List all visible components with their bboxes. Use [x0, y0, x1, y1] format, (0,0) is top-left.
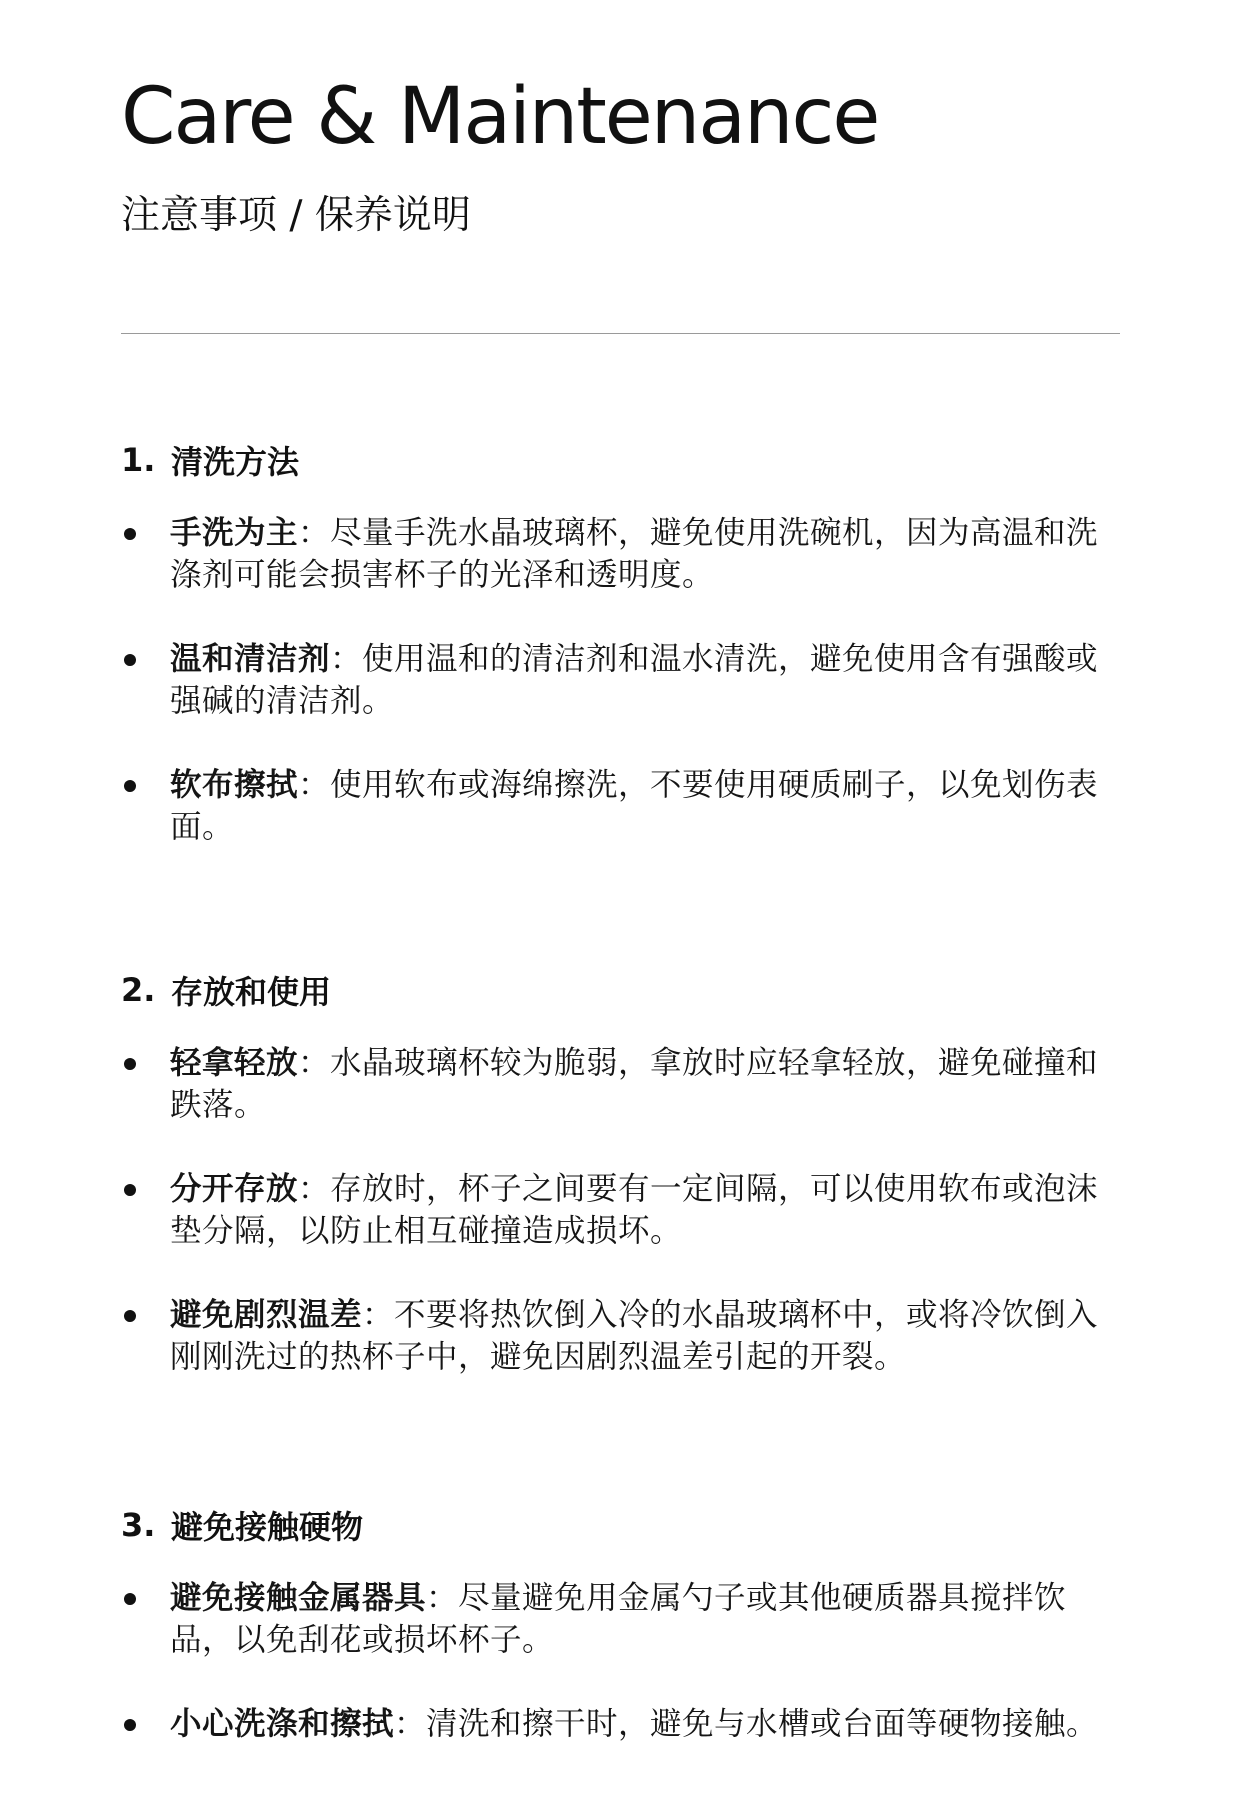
- page-title: Care & Maintenance: [121, 72, 879, 162]
- item-title: 温和清洁剂: [170, 641, 331, 677]
- section-title: 存放和使用: [171, 973, 332, 1011]
- item-title: 避免剧烈温差: [170, 1297, 363, 1333]
- section-heading: [121, 970, 331, 1010]
- item-body: 使用软布或海绵擦洗，不要使用硬质刷子，以免划伤表面。: [170, 767, 1099, 845]
- item-text: [170, 638, 1110, 722]
- bullet-icon: [124, 780, 136, 792]
- page-subtitle: 注意事项 / 保养说明: [121, 193, 471, 238]
- item-text: [170, 1168, 1110, 1252]
- bullet-icon: [124, 1593, 136, 1605]
- item-separator: ：: [394, 1706, 427, 1742]
- item-separator: ：: [298, 515, 331, 551]
- item-title: 小心洗涤和擦拭: [170, 1706, 395, 1742]
- item-title: 避免接触金属器具: [170, 1580, 427, 1616]
- item-title: 轻拿轻放: [170, 1045, 299, 1081]
- item-title: 软布擦拭: [170, 767, 299, 803]
- item-separator: ：: [362, 1297, 395, 1333]
- section-heading: [121, 1505, 363, 1545]
- item-separator: ：: [298, 1171, 331, 1207]
- bullet-icon: [124, 528, 136, 540]
- item-body: 不要将热饮倒入冷的水晶玻璃杯中，或将冷饮倒入刚刚洗过的热杯子中，避免因剧烈温差引起的开裂。: [170, 1297, 1099, 1375]
- item-separator: ：: [426, 1580, 459, 1616]
- bullet-icon: [124, 1058, 136, 1070]
- section-number: 2.: [121, 971, 156, 1009]
- item-separator: ：: [298, 1045, 331, 1081]
- section-number: 3.: [121, 1506, 156, 1544]
- bullet-icon: [124, 1184, 136, 1196]
- item-body: 使用温和的清洁剂和温水清洗，避免使用含有强酸或强碱的清洁剂。: [170, 641, 1099, 719]
- item-text: [170, 764, 1110, 848]
- bullet-icon: [124, 1719, 136, 1731]
- item-text: [170, 1042, 1110, 1126]
- item-text: [170, 1577, 1110, 1661]
- item-body: 尽量手洗水晶玻璃杯，避免使用洗碗机，因为高温和洗涤剂可能会损害杯子的光泽和透明度。: [170, 515, 1099, 593]
- item-body: 尽量避免用金属勺子或其他硬质器具搅拌饮品，以免刮花或损坏杯子。: [170, 1580, 1067, 1658]
- section-title: 清洗方法: [171, 443, 300, 481]
- item-separator: ：: [330, 641, 363, 677]
- bullet-icon: [124, 1310, 136, 1322]
- bullet-icon: [124, 654, 136, 666]
- section-heading: [121, 440, 299, 480]
- item-separator: ：: [298, 767, 331, 803]
- item-body: 清洗和擦干时，避免与水槽或台面等硬物接触。: [426, 1706, 1099, 1742]
- item-body: 水晶玻璃杯较为脆弱，拿放时应轻拿轻放，避免碰撞和跌落。: [170, 1045, 1099, 1123]
- item-body: 存放时，杯子之间要有一定间隔，可以使用软布或泡沫垫分隔，以防止相互碰撞造成损坏。: [170, 1171, 1099, 1249]
- item-title: 手洗为主: [170, 515, 299, 551]
- section-title: 避免接触硬物: [171, 1508, 364, 1546]
- item-text: [170, 512, 1110, 596]
- item-text: [170, 1703, 1110, 1745]
- item-title: 分开存放: [170, 1171, 299, 1207]
- divider: [121, 333, 1120, 334]
- section-number: 1.: [121, 441, 156, 479]
- item-text: [170, 1294, 1110, 1378]
